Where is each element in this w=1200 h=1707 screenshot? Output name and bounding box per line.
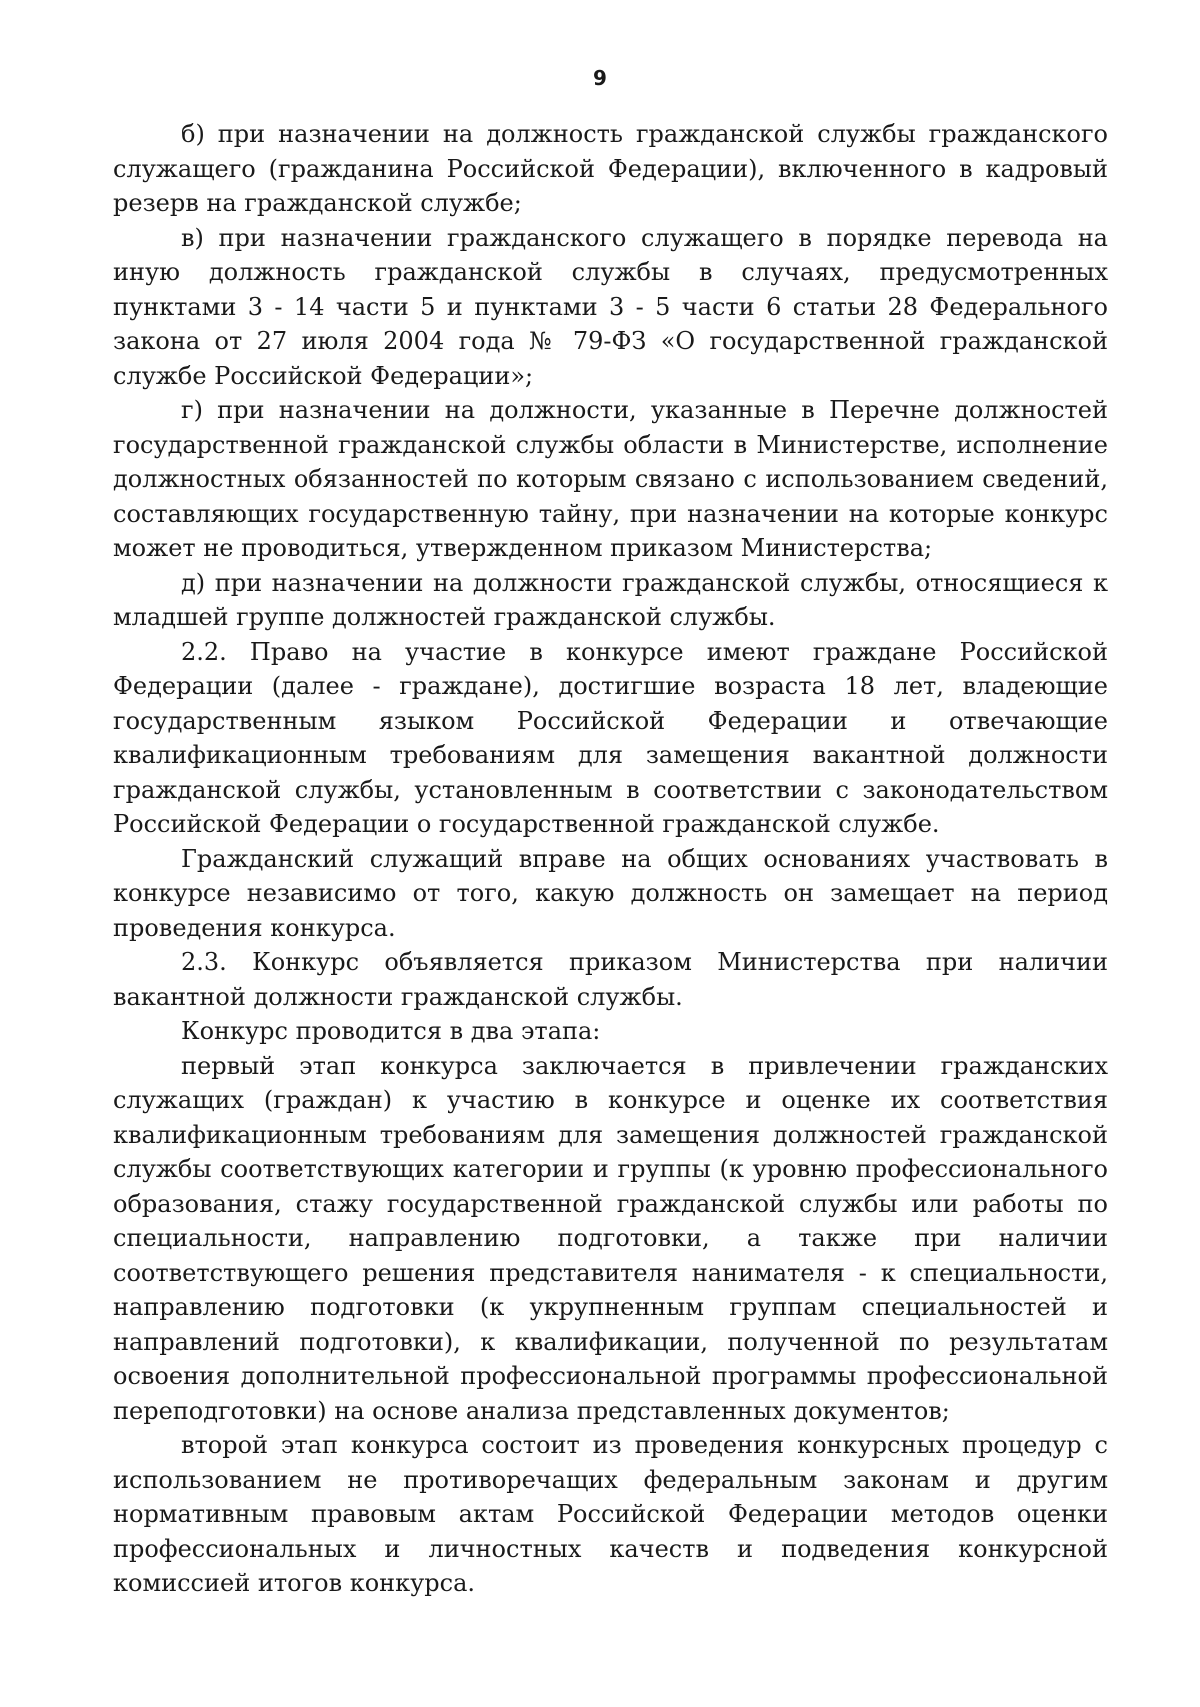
paragraph-b: б) при назначении на должность гражданской службы гражданского служащего (гражданина Российской Федерации), включенного в кадровый резерв на гражданской службе; [113, 120, 1108, 217]
paragraph-first-stage: первый этап конкурса заключается в привлечении гражданских служащих (граждан) к участию в конкурсе и оценке их соответствия квалификационным требованиям для замещения должностей гражданской службы соответствующих категории и группы (к уровню профессионального образования, стажу государственной гражданской службы или работы по специальности, направлению подготовки, а также при наличии соответствующего решения представителя нанимателя - к специальности, направлению подготовки (к укрупненным группам специальностей и направлений подготовки), к квалификации, полученной по результатам освоения дополнительной профессиональной программы профессиональной переподготовки) на основе анализа представленных документов; [113, 1051, 1108, 1425]
paragraph-v: в) при назначении гражданского служащего в порядке перевода на иную должность гражданской службы в случаях, предусмотренных пунктами 3 - 14 части 5 и пунктами 3 - 5 части 6 статьи 28 Федерального закона от 27 июля 2004 года № 79-ФЗ «О государственной гражданской службе Российской Федерации»; [113, 223, 1108, 390]
page-number: 9 [593, 66, 607, 90]
document-body [113, 117, 1108, 1601]
paragraph-2-2: 2.2. Право на участие в конкурсе имеют граждане Российской Федерации (далее - граждане), достигшие возраста 18 лет, владеющие государственным языком Российской Федерации и отвечающие квалификационным требованиям для замещения вакантной должности гражданской службы, установленным в соответствии с законодательством Российской Федерации о государственной гражданской службе. [113, 637, 1108, 838]
paragraph-second-stage: второй этап конкурса состоит из проведения конкурсных процедур с использованием не противоречащих федеральным законам и другим нормативным правовым актам Российской Федерации методов оценки профессиональных и личностных качеств и подведения конкурсной комиссией итогов конкурса. [113, 1431, 1108, 1597]
paragraph-two-stages: Конкурс проводится в два этапа: [181, 1017, 601, 1045]
paragraph-civil-servant-right: Гражданский служащий вправе на общих основаниях участвовать в конкурсе независимо от того, какую должность он замещает на период проведения конкурса. [113, 844, 1108, 942]
paragraph-d: д) при назначении на должности гражданской службы, относящиеся к младшей группе должностей гражданской службы. [113, 568, 1108, 631]
paragraph-2-3: 2.3. Конкурс объявляется приказом Министерства при наличии вакантной должности гражданской службы. [113, 948, 1108, 1011]
paragraph-g: г) при назначении на должности, указанные в Перечне должностей государственной гражданской службы области в Министерстве, исполнение должностных обязанностей по которым связано с использованием сведений, составляющих государственную тайну, при назначении на которые конкурс может не проводиться, утвержденном приказом Министерства; [113, 396, 1108, 562]
